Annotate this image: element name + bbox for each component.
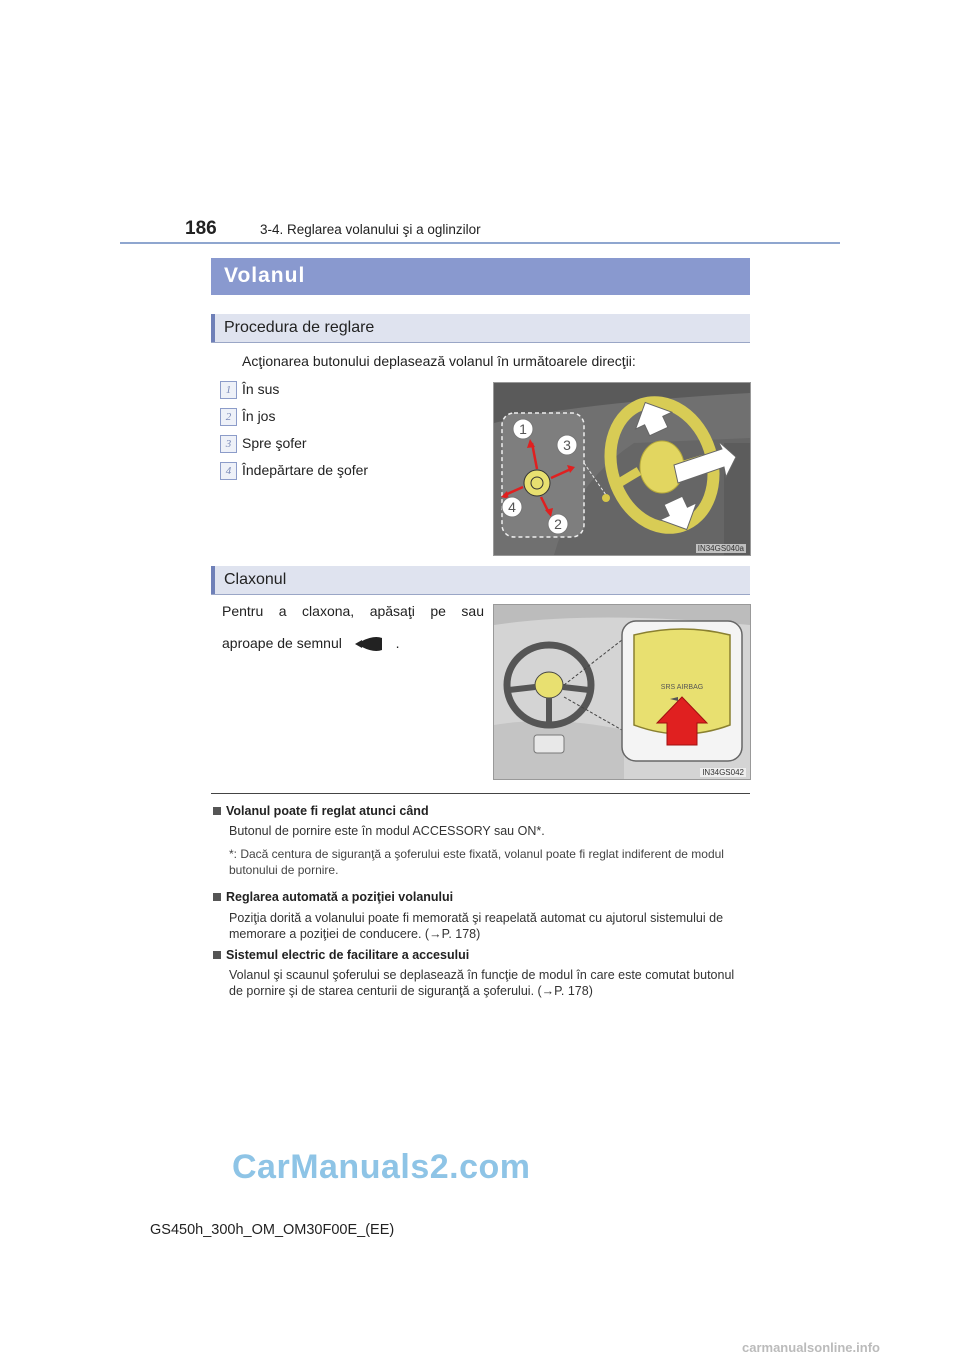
list-number: 3 <box>220 435 237 453</box>
steering-adjust-illustration <box>494 383 750 555</box>
subsection-title-horn: Claxonul <box>224 571 287 588</box>
note-heading-text: Reglarea automată a poziţiei volanului <box>226 890 454 904</box>
section-title: Volanul <box>224 264 306 287</box>
note-heading <box>213 890 453 904</box>
airbag-label: SRS AIRBAG <box>660 684 704 691</box>
horn-instruction-text: aproape de semnul <box>222 635 342 651</box>
note-body: Butonul de pornire este în modul ACCESSORY sau ON*. <box>229 824 545 838</box>
horn-instruction-line1: Pentru a claxona, apăsaţi pe sau <box>222 603 484 619</box>
note-body: Poziţia dorită a volanului poate fi memorată şi reapelată automat cu ajutorul sistemului de memorare a poziţiei de conducere. (→P. 178) <box>229 911 724 941</box>
list-item-label: În jos <box>242 408 276 424</box>
note-heading-text: Sistemul electric de facilitare a accesului <box>226 948 470 962</box>
callout-label: 4 <box>508 499 516 515</box>
note-heading-text: Volanul poate fi reglat atunci când <box>226 804 429 818</box>
footer-manual-code: GS450h_300h_OM_OM30F00E_(EE) <box>150 1222 395 1238</box>
watermark-logo: CarManuals2.com <box>232 1148 531 1186</box>
horn-figure <box>493 604 751 780</box>
subsection-accent <box>211 566 215 594</box>
subsection-accent <box>211 314 215 342</box>
procedure-intro: Acţionarea butonului deplasează volanul în următoarele direcţii: <box>242 353 636 369</box>
notes-divider <box>211 793 750 794</box>
subsection-title-procedure: Procedura de reglare <box>224 319 375 336</box>
horn-instruction-period: . <box>395 635 400 651</box>
steering-adjust-figure <box>493 382 751 556</box>
bullet-square-icon <box>213 893 221 901</box>
header-rule <box>120 242 840 244</box>
list-item-label: Îndepărtare de şofer <box>242 462 369 478</box>
note-body: Volanul şi scaunul şoferului se deplasează în funcţie de modul în care este comutat butonul de pornire şi de starea centurii de siguranţă a şoferului. (→P. 178) <box>229 968 735 998</box>
callout-label: 3 <box>563 437 571 453</box>
list-number: 4 <box>220 462 237 480</box>
horn-icon <box>352 636 386 652</box>
watermark-footer: carmanualsonline.info <box>742 1340 880 1355</box>
figure-code: IN34GS042 <box>702 768 744 777</box>
list-item-label: În sus <box>242 381 280 397</box>
note-footnote: *: Dacă centura de siguranţă a şoferului este fixată, volanul poate fi reglat indiferent de modul butonului de pornire. <box>229 847 724 877</box>
bullet-square-icon <box>213 951 221 959</box>
horn-instruction-line2 <box>222 635 400 652</box>
callout-label: 1 <box>519 421 527 437</box>
list-number: 1 <box>220 381 237 399</box>
bullet-square-icon <box>213 807 221 815</box>
note-heading <box>213 948 469 962</box>
page-number: 186 <box>185 218 217 239</box>
callout-label: 2 <box>554 516 562 532</box>
figure-code: IN34GS040a <box>697 544 744 553</box>
subsection-bar-horn <box>211 566 750 595</box>
list-item-label: Spre şofer <box>242 435 307 451</box>
subsection-bar-procedure <box>211 314 750 343</box>
note-heading <box>213 804 429 818</box>
list-number: 2 <box>220 408 237 426</box>
chapter-title: 3-4. Reglarea volanului şi a oglinzilor <box>260 222 481 237</box>
horn-illustration <box>494 605 750 779</box>
